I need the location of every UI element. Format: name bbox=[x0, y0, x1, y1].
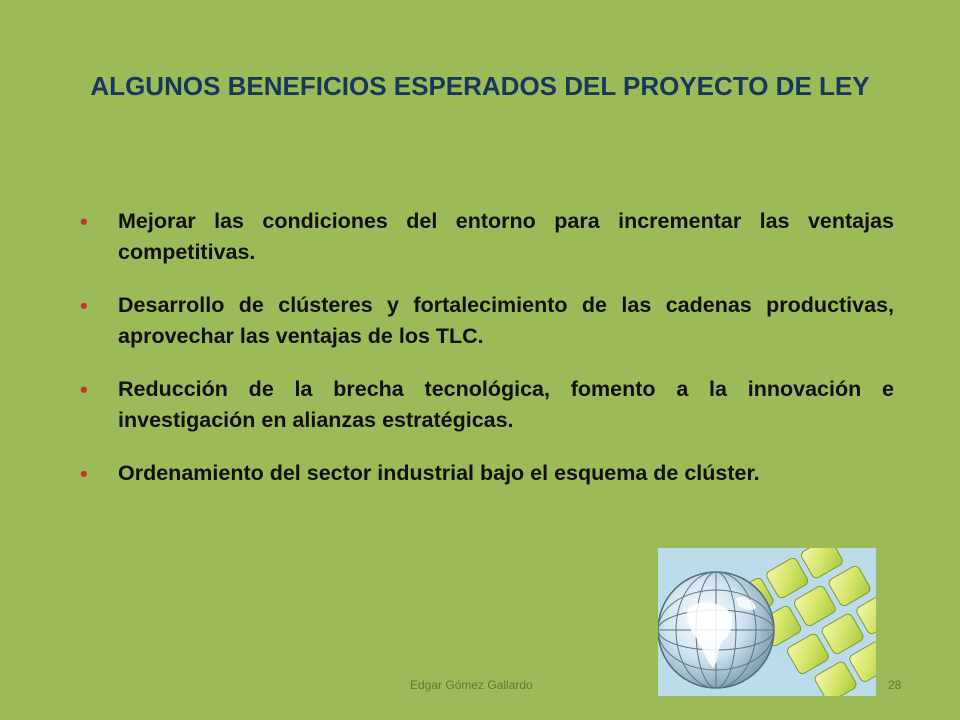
globe-icon bbox=[658, 572, 774, 688]
bullet-icon: • bbox=[80, 461, 88, 486]
bullet-text: Ordenamiento del sector industrial bajo el esquema de clúster. bbox=[118, 461, 760, 485]
slide-title: ALGUNOS BENEFICIOS ESPERADOS DEL PROYECTO DE LEY bbox=[90, 71, 870, 101]
bullet-text: Desarrollo de clústeres y fortalecimiento de las cadenas productivas, aprovechar las ventajas de los TLC. bbox=[118, 293, 894, 348]
bullet-icon: • bbox=[80, 209, 88, 234]
slide-number: 28 bbox=[888, 678, 902, 692]
globe-and-keyboard-image bbox=[658, 548, 876, 696]
bullet-icon: • bbox=[80, 377, 88, 402]
bullet-list bbox=[80, 206, 894, 511]
bullet-item bbox=[80, 206, 894, 268]
globe-keyboard-illustration bbox=[658, 548, 876, 696]
footer-author: Edgar Gómez Gallardo bbox=[410, 678, 533, 692]
bullet-text: Mejorar las condiciones del entorno para incrementar las ventajas competitivas. bbox=[118, 209, 894, 264]
bullet-text: Reducción de la brecha tecnológica, fomento a la innovación e investigación en alianzas estratégicas. bbox=[118, 377, 894, 432]
bullet-item bbox=[80, 374, 894, 436]
bullet-item bbox=[80, 458, 894, 489]
bullet-item bbox=[80, 290, 894, 352]
bullet-icon: • bbox=[80, 293, 88, 318]
